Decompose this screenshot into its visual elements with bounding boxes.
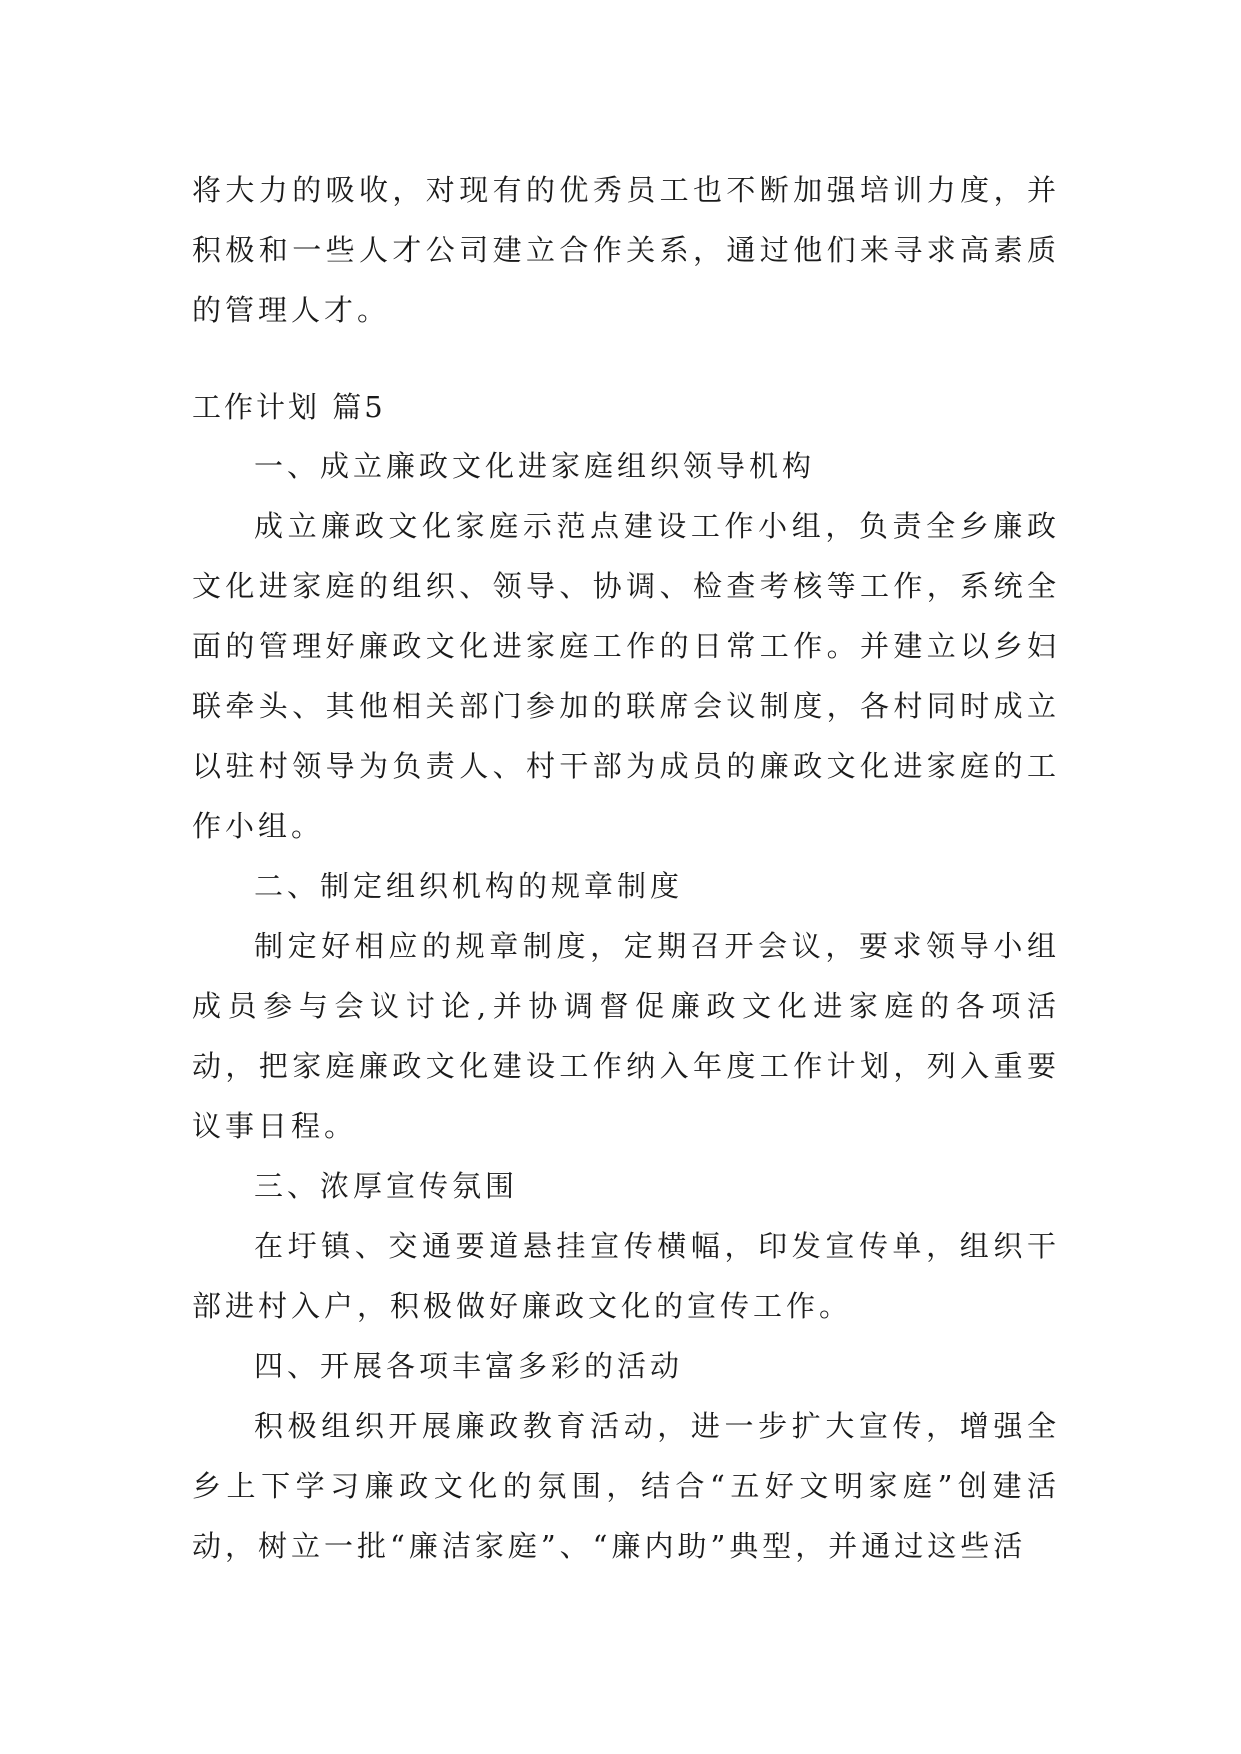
document-page: [192, 160, 1060, 1576]
paragraph-1: 成立廉政文化家庭示范点建设工作小组，负责全乡廉政文化进家庭的组织、领导、协调、检查考核等工作，系统全面的管理好廉政文化进家庭工作的日常工作。并建立以乡妇联牵头、其他相关部门参加的联席会议制度，各村同时成立以驻村领导为负责人、村干部为成员的廉政文化进家庭的工作小组。: [192, 509, 1060, 843]
section-title: 工作计划 篇5: [192, 390, 386, 424]
paragraph-3: 在圩镇、交通要道悬挂宣传横幅，印发宣传单，组织干部进村入户，积极做好廉政文化的宣传工作。: [192, 1229, 1060, 1323]
heading-4: 四、开展各项丰富多彩的活动: [254, 1349, 684, 1383]
heading-1: 一、成立廉政文化进家庭组织领导机构: [254, 449, 816, 483]
paragraph-2: 制定好相应的规章制度，定期召开会议，要求领导小组成员参与会议讨论,并协调督促廉政文化进家庭的各项活动，把家庭廉政文化建设工作纳入年度工作计划，列入重要议事日程。: [192, 929, 1060, 1143]
paragraph-continued: 将大力的吸收，对现有的优秀员工也不断加强培训力度，并积极和一些人才公司建立合作关系，通过他们来寻求高素质的管理人才。: [192, 173, 1060, 327]
heading-2: 二、制定组织机构的规章制度: [254, 869, 684, 903]
section-gap: [192, 340, 1060, 378]
paragraph-4: 积极组织开展廉政教育活动，进一步扩大宣传，增强全乡上下学习廉政文化的氛围，结合“五好文明家庭”创建活动，树立一批“廉洁家庭”、“廉内助”典型，并通过这些活: [192, 1409, 1060, 1563]
heading-3: 三、浓厚宣传氛围: [254, 1169, 519, 1203]
